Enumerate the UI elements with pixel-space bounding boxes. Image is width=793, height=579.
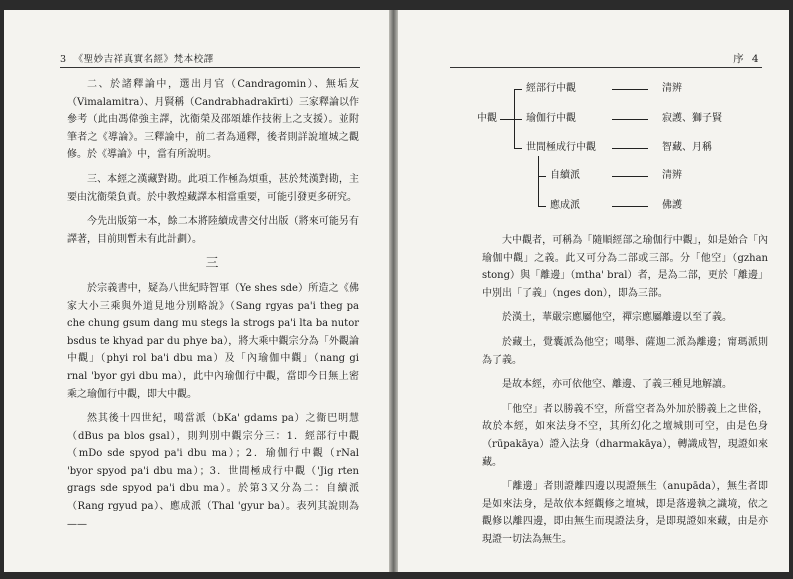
sub-branch-label: 自續派	[550, 170, 580, 181]
paragraph: 「他空」者以勝義不空，所當空者為外加於勝義上之世俗，故於本經，如來法身不空，其所幻化之壇城則可空，由是色身（rūpakāya）證入法身（dharmakāya），轉識成智，現證如來藏。	[482, 403, 768, 468]
paragraph: 是故本經，亦可依他空、離邊、了義三種見地解讀。	[502, 379, 732, 391]
branch-dash	[612, 119, 648, 120]
left-page	[4, 10, 389, 572]
madhyamaka-diagram	[450, 76, 770, 226]
sub-bracket	[538, 156, 539, 206]
left-page-header	[60, 51, 214, 65]
paragraph: 三、本經之漢藏對勘。此項工作極為煩重，甚於梵漢對勘，主要由沈衞榮負責。於中教煌藏譯本相當重要，可能引發更多研究。	[67, 173, 359, 203]
sub-tick	[538, 176, 546, 177]
branch-label: 經部行中觀	[526, 83, 576, 94]
paragraph: 二、於諸釋論中，選出月官（Candragomin）、無垢友（Vimalamitra）、月賢稱（Candrabhadrakīrti）三家釋論以作參考（此由馮偉強主譯，沈衞榮及邵頌雄作技術上之支援）。並附筆者之《導論》。三釋論中，前二者為通釋，後者則詳說壇城之觀修。於《導論》中，當有所說明。	[67, 79, 359, 161]
right-page	[398, 10, 789, 572]
root-connector	[500, 119, 514, 120]
left-header-rule	[60, 67, 360, 68]
sub-branch-person: 佛護	[662, 200, 682, 211]
paragraph: 於漢土，華嚴宗應屬他空，禪宗應屬離邊以至了義。	[502, 312, 732, 324]
paragraph: 於宗義書中，疑為八世紀時智軍（Ye shes sde）所造之《佛家大小三乘與外道見地分別略說》（Sang rgyas pa'i theg pa che chung gsum dang mu stegs la strogs pa'i lta ba nutor bsdus te khyad par du phye ba），將大乘中觀宗分為「外觀論中觀」（phyi rol ba'i dbu ma）及「內瑜伽中觀」（nang gi rnal 'byor gyi dbu ma），此中內瑜伽行中觀，當即今日無上密乘之瑜伽行中觀，即大中觀。	[67, 282, 359, 400]
paragraph: 「離邊」者則證離四邊以現證無生（anupāda），無生者即是如來法身，是故依本經觀修之壇城，即是落邊執之識境，依之觀修以離四邊，即由無生而現證法身，是即現證如來藏，由是亦現證一切法為無生。	[482, 481, 768, 545]
paragraph: 大中觀者，可稱為「隨順經部之瑜伽行中觀」，如是始合「內瑜伽中觀」之義。此又可分為二部或三部。分「他空」（gzhan stong）與「離邊」（mtha' bral）者，是為二部，更於「離邊」中別出「了義」（nges don），即為三部。	[482, 235, 768, 299]
branch-person: 智藏、月稱	[662, 142, 712, 153]
sub-dash	[612, 206, 648, 207]
right-header-title: 序	[733, 53, 745, 65]
branch-dash	[612, 148, 648, 149]
paragraph: 然其後十四世紀，噶當派（bKa' gdams pa）之衞巴明慧（dBus pa blos gsal），則判別中觀宗分三：1．經部行中觀（mDo sde spyod pa'i dbu ma）；2．瑜伽行中觀（rNal 'byor spyod pa'i dbu ma）；3．世間極成行中觀（'Jig rten grags sde spyod pa'i dbu ma）。於第3又分為二：自續派（Rang rgyud pa）、應成派（Thal 'gyur ba）。表列其說則為 ——	[67, 413, 359, 530]
paragraph: 今先出版第一本，餘二本將陸續成書交付出版（將來可能另有譯著，目前則暫未有此計劃）。	[67, 216, 359, 245]
sub-tick	[538, 206, 546, 207]
diagram-root: 中觀	[477, 113, 497, 124]
left-page-number: 3	[60, 54, 67, 65]
sub-branch-person: 清辨	[662, 170, 682, 181]
right-page-body	[482, 232, 768, 556]
branch-tick	[514, 89, 522, 90]
right-header-rule	[450, 67, 762, 68]
sub-dash	[612, 176, 648, 177]
book-gutter	[389, 10, 398, 572]
paragraph: 於藏土，覺囊派為他空；噶舉、薩迦二派為離邊；甯瑪派則為了義。	[482, 336, 768, 366]
branch-dash	[612, 89, 648, 90]
branch-label: 瑜伽行中觀	[526, 113, 576, 124]
branch-tick	[514, 148, 522, 149]
left-header-title: 《聖妙吉祥真實名經》梵本校譯	[73, 54, 214, 65]
branch-person: 清辨	[662, 83, 682, 94]
right-page-header	[733, 51, 759, 66]
branch-tick	[514, 119, 522, 120]
section-number: 三	[205, 256, 221, 272]
right-page-number: 4	[751, 53, 759, 65]
sub-branch-label: 應成派	[550, 200, 580, 211]
left-page-body	[67, 76, 359, 540]
branch-label: 世間極成行中觀	[526, 142, 596, 153]
branch-person: 寂護、獅子賢	[662, 113, 722, 124]
